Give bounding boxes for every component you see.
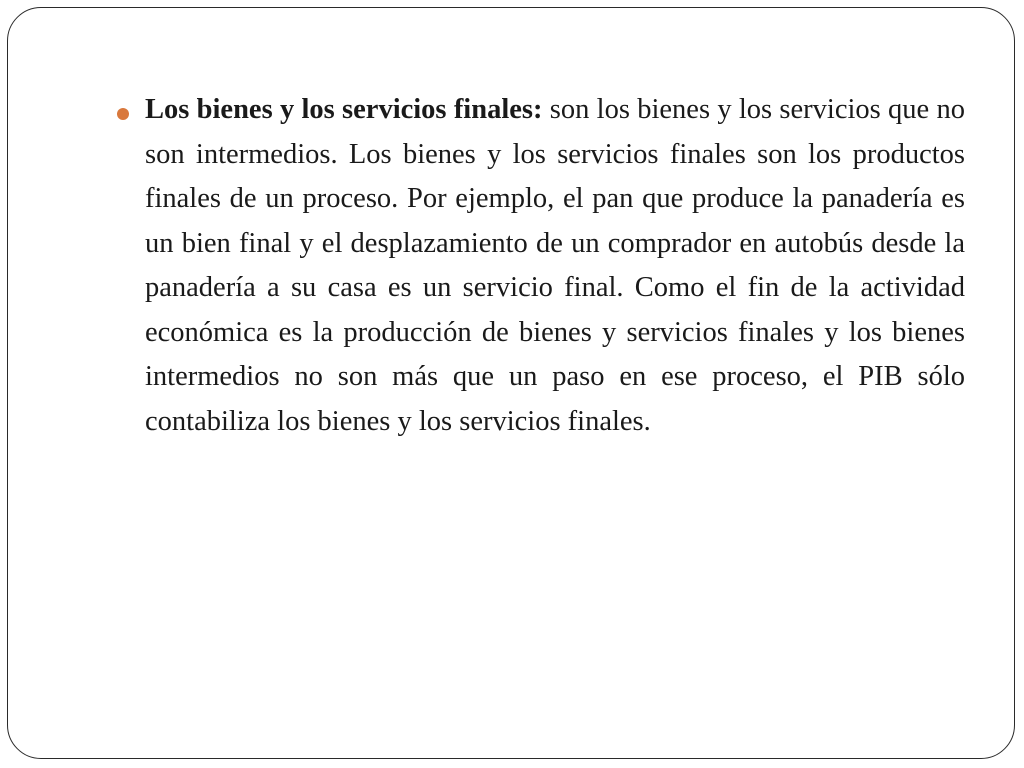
bullet-list — [145, 88, 965, 444]
bullet-dot-icon — [117, 108, 129, 120]
bullet-item — [145, 88, 965, 444]
bullet-body-text: son los bienes y los servicios que no son intermedios. Los bienes y los servicios finales son los productos finales de un proceso. Por ejemplo, el pan que produce la panadería es un bien final y el desplazamiento de un comprador en autobús desde la panadería a su casa es un servicio final. Como el fin de la actividad económica es la producción de bienes y servicios finales y los bienes intermedios no son más que un paso en ese proceso, el PIB sólo contabiliza los bienes y los servicios finales. — [145, 94, 965, 437]
bullet-term: Los bienes y los servicios finales: — [145, 94, 543, 125]
bullet-paragraph — [145, 88, 965, 444]
